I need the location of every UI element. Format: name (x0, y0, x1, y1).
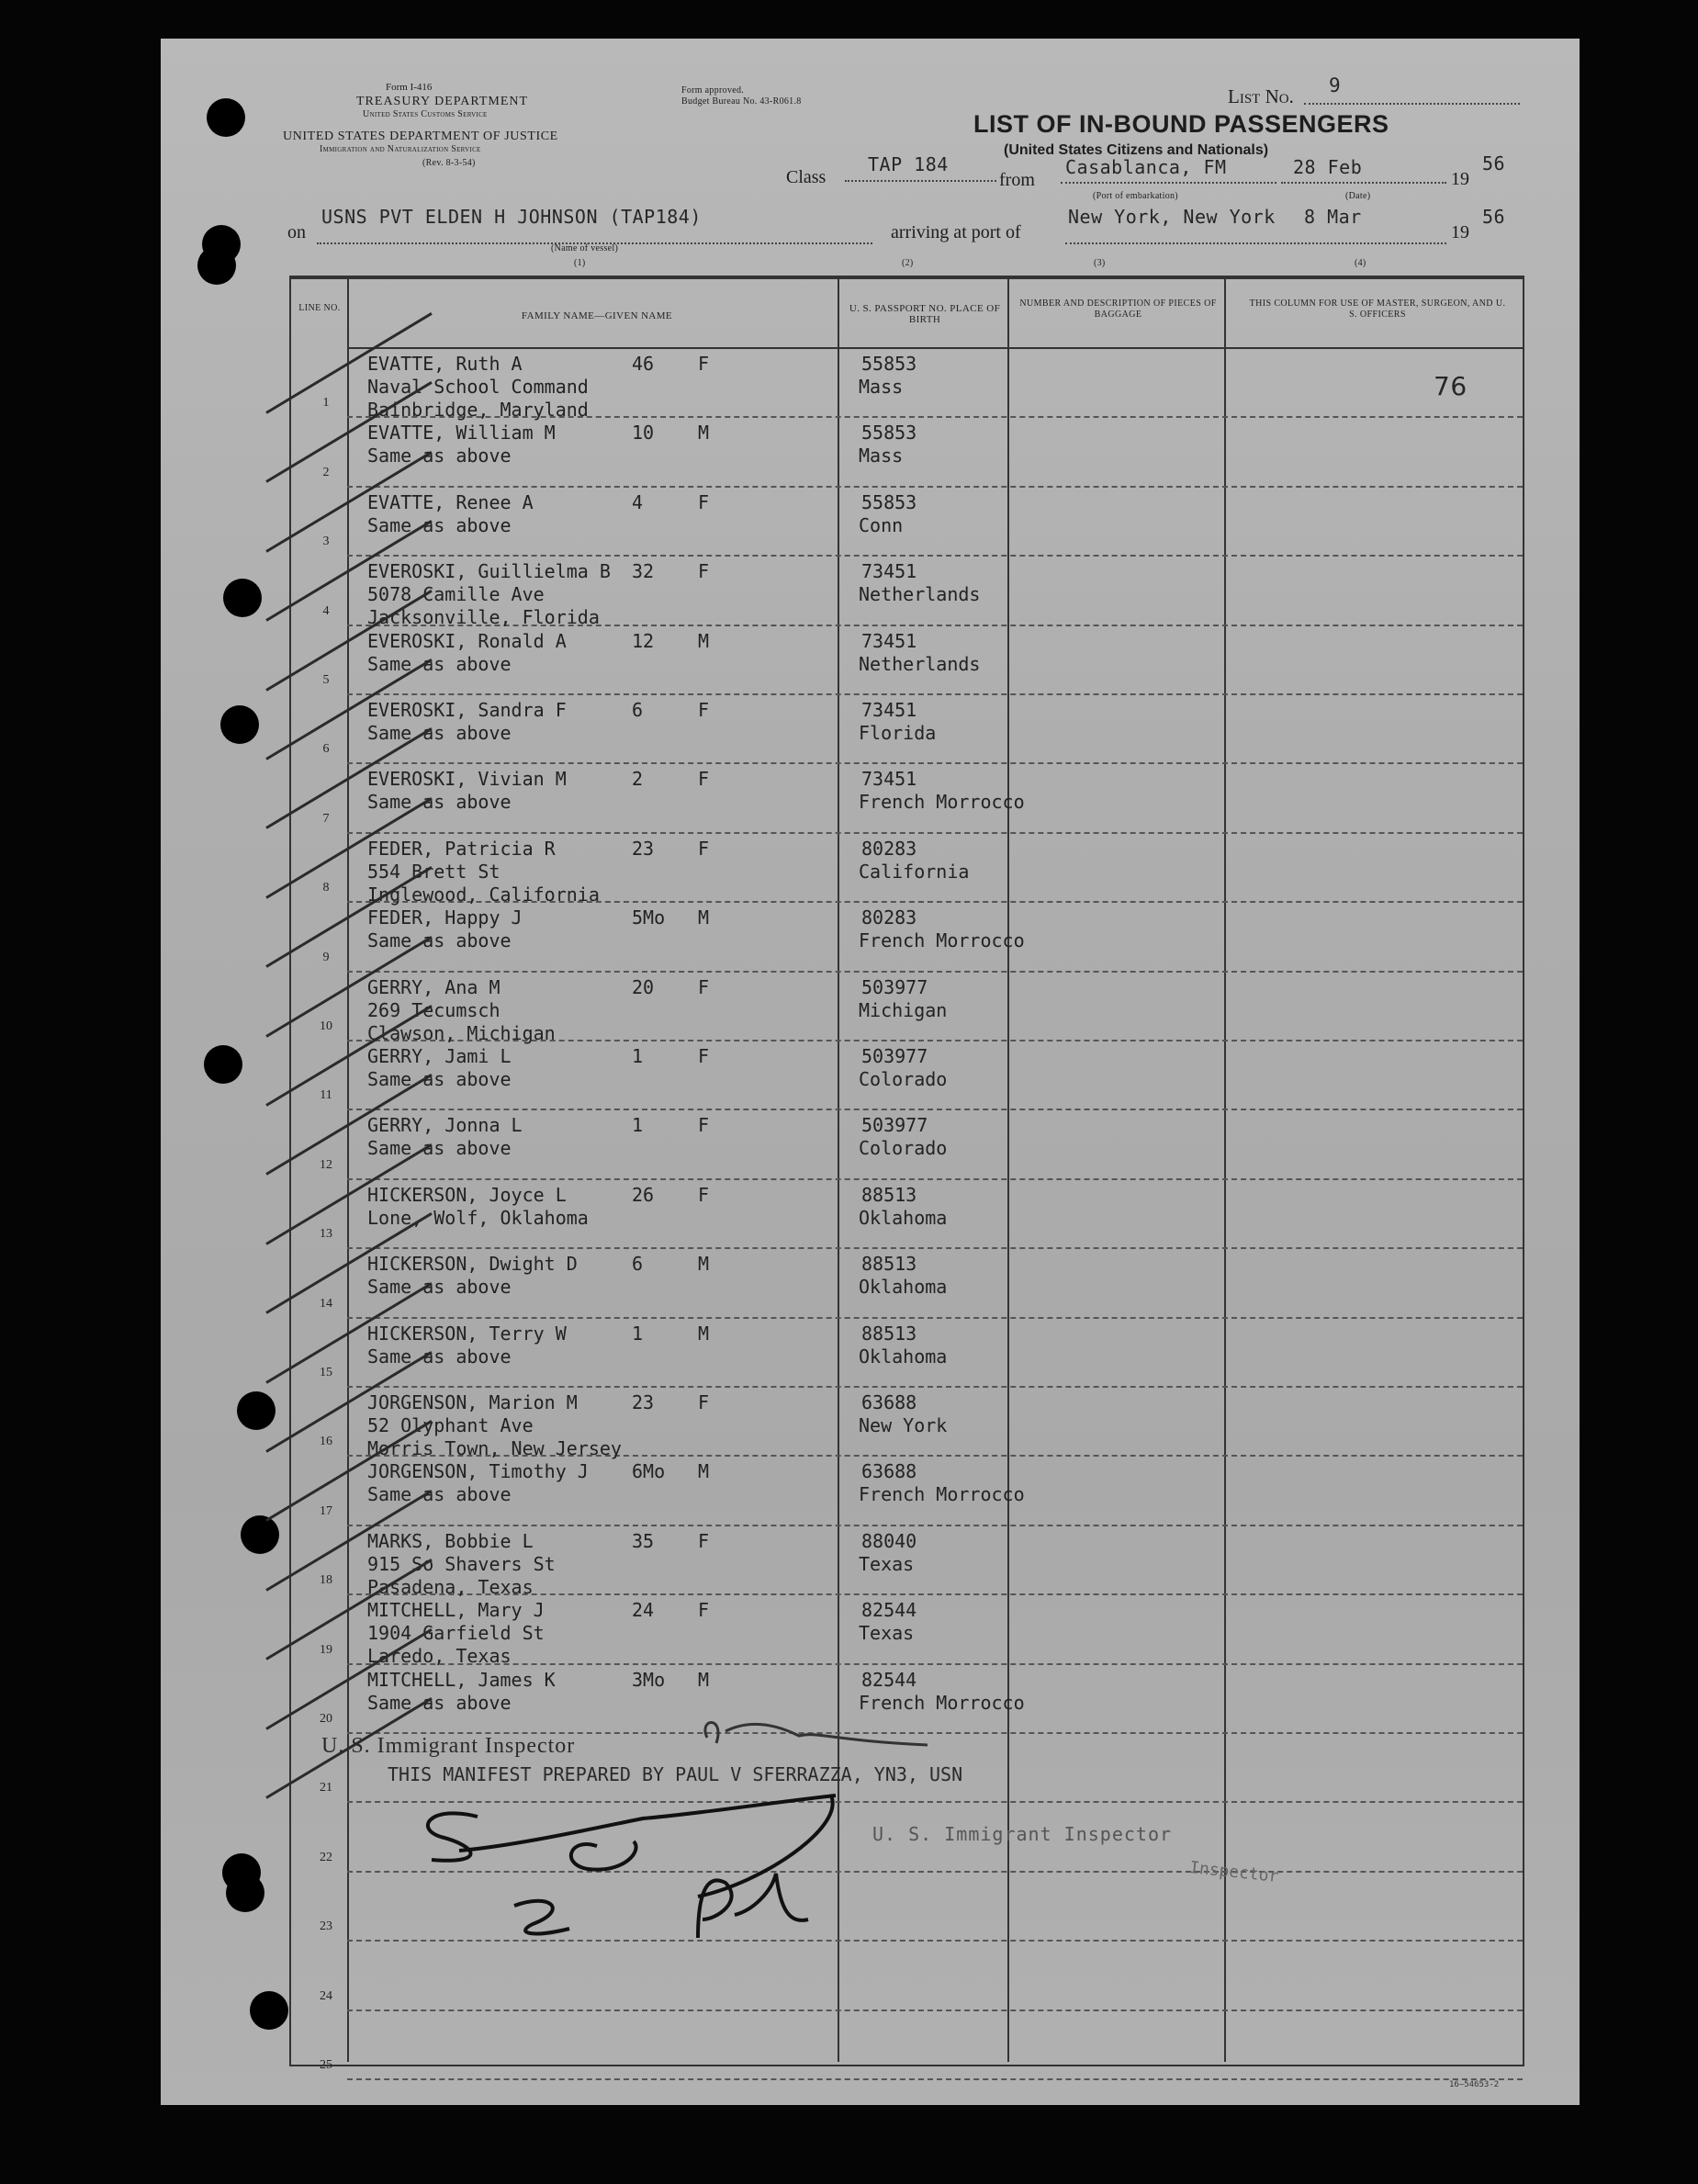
passport-number: 73451 (861, 699, 917, 721)
arrival-year: 56 (1482, 206, 1506, 228)
passenger-address-line-1: Same as above (367, 652, 512, 675)
col-index-2: (2) (902, 258, 914, 268)
passport-number: 88513 (861, 1183, 917, 1206)
passenger-name: MARKS, Bobbie L (367, 1529, 534, 1552)
passenger-name: GERRY, Jonna L (367, 1114, 523, 1137)
passenger-age: 23 (632, 837, 655, 860)
passenger-sex: F (698, 837, 710, 860)
passenger-sex: F (698, 1599, 710, 1622)
place-of-birth: French Morrocco (859, 791, 1025, 814)
passenger-age: 12 (632, 629, 655, 652)
col-header-name: FAMILY NAME—GIVEN NAME (521, 310, 673, 321)
inspector-label: U. S. Immigrant Inspector (321, 1734, 576, 1758)
passenger-sex: F (698, 490, 710, 513)
line-number: 9 (322, 950, 330, 964)
passenger-name: EVEROSKI, Guillielma B (367, 560, 611, 583)
line-number: 16 (320, 1435, 332, 1449)
line-number: 23 (320, 1919, 332, 1934)
passport-number: 80283 (861, 837, 917, 860)
line-number: 6 (322, 742, 330, 757)
passenger-address-line-1: 5078 Camille Ave (367, 583, 545, 606)
passenger-address-line-1: Lone, Wolf, Oklahoma (367, 1206, 589, 1229)
print-code: 16—54653-2 (1449, 2080, 1500, 2089)
passenger-sex: F (698, 1391, 710, 1413)
col-index-1: (1) (574, 258, 586, 268)
passenger-age: 46 (632, 353, 655, 375)
vessel-name: USNS PVT ELDEN H JOHNSON (TAP184) (321, 206, 702, 228)
passenger-sex: F (698, 975, 710, 998)
place-of-birth: Michigan (859, 998, 948, 1021)
passenger-address-line-1: 1904 Garfield St (367, 1622, 545, 1645)
place-of-birth: Colorado (859, 1068, 948, 1090)
place-of-birth: New York (859, 1414, 948, 1436)
col-header-line-no: LINE NO. (298, 303, 341, 313)
passenger-sex: M (698, 1322, 710, 1345)
place-of-birth: French Morrocco (859, 1691, 1025, 1714)
passenger-name: GERRY, Jami L (367, 1045, 512, 1067)
line-number: 10 (320, 1019, 332, 1033)
vessel-caption: (Name of vessel) (551, 243, 619, 253)
customs-service: United States Customs Service (363, 109, 488, 119)
place-of-birth: Florida (859, 722, 937, 744)
passenger-name: HICKERSON, Terry W (367, 1322, 567, 1345)
ins-label: Immigration and Naturalization Service (320, 144, 481, 154)
line-number: 21 (320, 1781, 332, 1796)
passenger-age: 4 (632, 490, 644, 513)
passenger-address-line-1: Same as above (367, 1345, 512, 1368)
place-of-birth: Oklahoma (859, 1276, 948, 1299)
passenger-sex: M (698, 1460, 710, 1483)
passport-number: 503977 (861, 975, 928, 998)
col-header-officers: THIS COLUMN FOR USE OF MASTER, SURGEON, AND U. S. OFFICERS (1249, 298, 1506, 320)
inspector-stamp-2: Inspector (1188, 1857, 1280, 1887)
departure-year: 56 (1482, 152, 1506, 174)
place-of-birth: Mass (859, 376, 904, 398)
passport-number: 503977 (861, 1114, 928, 1137)
passport-number: 82544 (861, 1668, 917, 1691)
embarkation-port: Casablanca, FM (1065, 156, 1227, 178)
passenger-address-line-2: Inglewood, California (367, 883, 600, 906)
passenger-age: 1 (632, 1045, 644, 1067)
place-of-birth: Mass (859, 445, 904, 467)
passenger-age: 35 (632, 1529, 655, 1552)
officer-mark: 76 (1434, 371, 1467, 401)
passenger-sex: F (698, 768, 710, 791)
line-number: 17 (320, 1503, 332, 1518)
passenger-sex: F (698, 699, 710, 721)
arrival-port: New York, New York (1068, 206, 1276, 228)
line-number: 1 (322, 396, 330, 411)
passenger-name: MITCHELL, Mary J (367, 1599, 545, 1622)
line-number: 4 (322, 603, 330, 618)
place-of-birth: French Morrocco (859, 929, 1025, 952)
arriving-label: arriving at port of (891, 222, 1021, 242)
line-number: 24 (320, 1988, 332, 2003)
class-label: Class (786, 167, 827, 187)
departure-date: 28 Feb (1293, 156, 1363, 178)
place-of-birth: California (859, 860, 970, 883)
passenger-sex: M (698, 906, 710, 929)
passenger-address-line-2: Jacksonville, Florida (367, 606, 600, 629)
list-no-value: 9 (1329, 74, 1342, 96)
passport-number: 503977 (861, 1045, 928, 1067)
passenger-sex: M (698, 422, 710, 445)
passenger-sex: F (698, 1529, 710, 1552)
place-of-birth: Oklahoma (859, 1345, 948, 1368)
place-of-birth: French Morrocco (859, 1483, 1025, 1506)
budget-bureau: Budget Bureau No. 43-R061.8 (681, 96, 802, 107)
form-approved: Form approved. (681, 85, 745, 96)
passenger-age: 6 (632, 699, 644, 721)
passenger-age: 10 (632, 422, 655, 445)
passenger-age: 32 (632, 560, 655, 583)
line-number: 7 (322, 811, 330, 826)
passenger-address-line-1: 52 Olyphant Ave (367, 1414, 534, 1436)
line-number: 13 (320, 1227, 332, 1242)
passport-number: 80283 (861, 906, 917, 929)
passenger-address-line-2: Bainbridge, Maryland (367, 399, 589, 421)
passenger-address-line-2: Laredo, Texas (367, 1645, 512, 1668)
passenger-sex: F (698, 1114, 710, 1137)
passenger-name: EVATTE, Ruth A (367, 353, 523, 375)
passenger-address-line-1: Same as above (367, 1276, 512, 1299)
line-number: 11 (320, 1088, 332, 1103)
line-number: 14 (320, 1296, 332, 1311)
col-header-baggage: NUMBER AND DESCRIPTION OF PIECES OF BAGGAGE (1019, 298, 1217, 320)
passport-number: 63688 (861, 1460, 917, 1483)
place-of-birth: Netherlands (859, 583, 981, 606)
line-number: 20 (320, 1712, 332, 1726)
passenger-sex: F (698, 1045, 710, 1067)
passenger-age: 1 (632, 1114, 644, 1137)
line-number: 5 (322, 673, 330, 687)
passenger-address-line-1: Naval School Command (367, 376, 589, 398)
passenger-sex: M (698, 1668, 710, 1691)
place-of-birth: Netherlands (859, 652, 981, 675)
year-prefix-2: 19 (1451, 222, 1469, 242)
passenger-sex: M (698, 629, 710, 652)
passport-number: 73451 (861, 560, 917, 583)
place-of-birth: Conn (859, 513, 904, 536)
col-header-passport: U. S. PASSPORT NO. PLACE OF BIRTH (849, 303, 1001, 325)
passenger-address-line-2: Morris Town, New Jersey (367, 1437, 622, 1459)
passenger-name: FEDER, Happy J (367, 906, 523, 929)
passenger-name: HICKERSON, Joyce L (367, 1183, 567, 1206)
line-number: 3 (322, 535, 330, 549)
place-of-birth: Texas (859, 1622, 915, 1645)
place-of-birth: Texas (859, 1552, 915, 1575)
prepared-by: THIS MANIFEST PREPARED BY PAUL V SFERRAZZA, YN3, USN (388, 1763, 963, 1785)
port-embarkation-caption: (Port of embarkation) (1093, 191, 1178, 201)
passenger-age: 5Mo (632, 906, 666, 929)
line-number: 15 (320, 1366, 332, 1379)
passenger-name: EVEROSKI, Ronald A (367, 629, 567, 652)
col-index-3: (3) (1094, 258, 1106, 268)
passenger-address-line-1: Same as above (367, 929, 512, 952)
place-of-birth: Oklahoma (859, 1206, 948, 1229)
passenger-address-line-1: Same as above (367, 513, 512, 536)
passenger-age: 1 (632, 1322, 644, 1345)
passport-number: 82544 (861, 1599, 917, 1622)
passenger-age: 24 (632, 1599, 655, 1622)
passenger-name: EVEROSKI, Vivian M (367, 768, 567, 791)
arrival-date: 8 Mar (1304, 206, 1362, 228)
line-number: 19 (320, 1642, 332, 1657)
manifest-subtitle: (United States Citizens and Nationals) (1004, 142, 1269, 158)
line-number: 12 (320, 1157, 332, 1172)
class-value: TAP 184 (868, 153, 949, 175)
from-label: from (999, 170, 1035, 190)
list-no-label: List No. (1228, 85, 1294, 107)
passenger-age: 6 (632, 1253, 644, 1276)
line-number: 8 (322, 881, 330, 895)
date-caption: (Date) (1345, 191, 1371, 201)
passport-number: 88040 (861, 1529, 917, 1552)
passenger-age: 2 (632, 768, 644, 791)
passenger-name: FEDER, Patricia R (367, 837, 556, 860)
line-number: 18 (320, 1573, 332, 1588)
passenger-sex: F (698, 1183, 710, 1206)
passenger-address-line-2: Clawson, Michigan (367, 1021, 556, 1044)
passenger-name: MITCHELL, James K (367, 1668, 556, 1691)
passenger-sex: F (698, 560, 710, 583)
passenger-age: 20 (632, 975, 655, 998)
passenger-age: 3Mo (632, 1668, 666, 1691)
justice-dept: UNITED STATES DEPARTMENT OF JUSTICE (283, 129, 558, 143)
revision: (Rev. 8-3-54) (422, 158, 476, 168)
on-label: on (287, 222, 306, 242)
passenger-sex: F (698, 353, 710, 375)
passenger-name: GERRY, Ana M (367, 975, 500, 998)
col-index-4: (4) (1355, 258, 1366, 268)
passenger-age: 6Mo (632, 1460, 666, 1483)
passenger-address-line-1: Same as above (367, 1068, 512, 1090)
passenger-address-line-1: Same as above (367, 791, 512, 814)
passenger-name: JORGENSON, Timothy J (367, 1460, 589, 1483)
passport-number: 63688 (861, 1391, 917, 1413)
passenger-address-line-1: 915 So Shavers St (367, 1552, 556, 1575)
passenger-age: 23 (632, 1391, 655, 1413)
passenger-name: EVATTE, William M (367, 422, 556, 445)
passport-number: 55853 (861, 490, 917, 513)
passenger-name: EVEROSKI, Sandra F (367, 699, 567, 721)
line-number: 25 (320, 2058, 332, 2072)
passport-number: 88513 (861, 1322, 917, 1345)
passport-number: 55853 (861, 422, 917, 445)
passenger-sex: M (698, 1253, 710, 1276)
passenger-address-line-1: Same as above (367, 1483, 512, 1506)
passport-number: 88513 (861, 1253, 917, 1276)
passport-number: 73451 (861, 768, 917, 791)
passport-number: 73451 (861, 629, 917, 652)
manifest-title: LIST OF IN-BOUND PASSENGERS (973, 110, 1389, 138)
passenger-address-line-1: Same as above (367, 1137, 512, 1160)
inspector-stamp: U. S. Immigrant Inspector (872, 1823, 1173, 1845)
form-number: Form I-416 (386, 82, 433, 93)
year-prefix: 19 (1451, 169, 1469, 189)
line-number: 2 (322, 465, 330, 479)
passenger-name: EVATTE, Renee A (367, 490, 534, 513)
passenger-address-line-1: Same as above (367, 445, 512, 467)
passenger-address-line-1: Same as above (367, 1691, 512, 1714)
passenger-age: 26 (632, 1183, 655, 1206)
passenger-name: HICKERSON, Dwight D (367, 1253, 578, 1276)
passenger-address-line-2: Pasadena, Texas (367, 1575, 534, 1598)
treasury-dept: TREASURY DEPARTMENT (356, 95, 529, 108)
passenger-name: JORGENSON, Marion M (367, 1391, 578, 1413)
passport-number: 55853 (861, 353, 917, 375)
passenger-address-line-1: Same as above (367, 722, 512, 744)
place-of-birth: Colorado (859, 1137, 948, 1160)
line-number: 22 (320, 1850, 332, 1864)
passenger-address-line-1: 554 Brett St (367, 860, 500, 883)
passenger-address-line-1: 269 Tecumsch (367, 998, 500, 1021)
